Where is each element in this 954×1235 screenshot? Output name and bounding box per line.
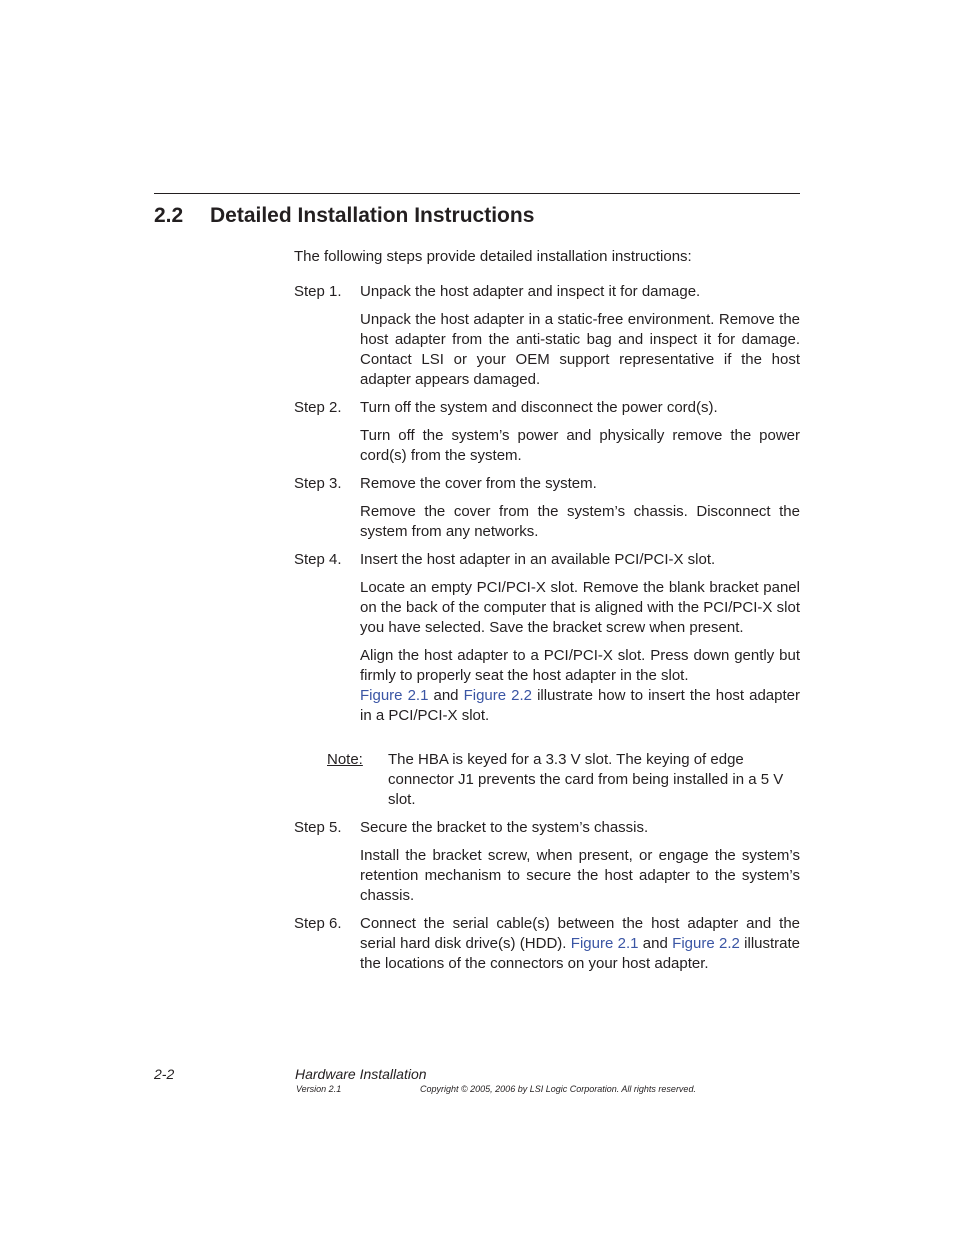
conjunction: and <box>433 687 459 704</box>
step-title: Insert the host adapter in an available PCI/PCI-X slot. <box>360 551 716 568</box>
step-label: Step 4. <box>294 551 342 568</box>
step-label: Step 2. <box>294 399 342 416</box>
step-label: Step 1. <box>294 283 342 300</box>
step-3 <box>294 474 800 542</box>
intro-paragraph: The following steps provide detailed installation instructions: <box>294 248 692 265</box>
document-body <box>294 247 800 982</box>
note-text: The HBA is keyed for a 3.3 V slot. The keying of edge connector J1 prevents the card from being installed in a 5 V slot. <box>388 751 784 808</box>
paragraph-text: illustrate how to insert the host adapter in a PCI/PCI-X slot. <box>360 687 800 724</box>
footer-version: Version 2.1 <box>296 1084 342 1094</box>
paragraph-text: Align the host adapter to a PCI/PCI-X slot. Press down gently but firmly to properly seat the host adapter in the slot. <box>360 647 800 684</box>
step-title: Unpack the host adapter and inspect it for damage. <box>360 283 701 300</box>
figure-2-2-link[interactable]: Figure 2.2 <box>672 935 740 952</box>
step-4 <box>294 550 800 726</box>
figure-2-2-link[interactable]: Figure 2.2 <box>463 687 532 704</box>
note-block <box>327 750 800 810</box>
section-heading <box>154 204 534 228</box>
section-number: 2.2 <box>154 204 184 227</box>
step-6 <box>294 914 800 974</box>
paragraph-text: illustrate the locations of the connectors on your host adapter. <box>360 935 801 972</box>
step-paragraph <box>360 646 800 726</box>
step-1 <box>294 282 800 390</box>
step-label: Step 3. <box>294 475 342 492</box>
figure-2-1-link[interactable]: Figure 2.1 <box>360 687 429 704</box>
step-paragraph: Unpack the host adapter in a static-free environment. Remove the host adapter from the anti-static bag and inspect it for damage. Contact LSI or your OEM support representative if the host adapter appears damaged. <box>360 311 800 388</box>
step-label: Step 6. <box>294 915 342 932</box>
section-top-rule <box>154 193 800 194</box>
step-title: Turn off the system and disconnect the power cord(s). <box>360 399 718 416</box>
step-paragraph: Install the bracket screw, when present, or engage the system’s retention mechanism to secure the host adapter to the system’s chassis. <box>360 847 800 904</box>
note-label: Note: <box>327 751 363 768</box>
footer-page-number: 2-2 <box>154 1066 175 1082</box>
step-5 <box>294 818 800 906</box>
footer-copyright: Copyright © 2005, 2006 by LSI Logic Corporation. All rights reserved. <box>420 1084 696 1094</box>
step-title: Secure the bracket to the system’s chassis. <box>360 819 649 836</box>
step-2 <box>294 398 800 466</box>
step-paragraph: Locate an empty PCI/PCI-X slot. Remove the blank bracket panel on the back of the computer that is aligned with the PCI/PCI-X slot you have selected. Save the bracket screw when present. <box>360 579 800 636</box>
step-paragraph: Turn off the system’s power and physically remove the power cord(s) from the system. <box>360 427 800 464</box>
step-paragraph: Remove the cover from the system’s chassis. Disconnect the system from any networks. <box>360 503 800 540</box>
paragraph-text: Connect the serial cable(s) between the host adapter and the serial hard disk drive(s) (HDD). <box>360 915 800 952</box>
step-title <box>360 914 800 974</box>
figure-2-1-link[interactable]: Figure 2.1 <box>570 935 639 952</box>
section-title: Detailed Installation Instructions <box>210 204 535 227</box>
conjunction: and <box>642 935 668 952</box>
step-title: Remove the cover from the system. <box>360 475 597 492</box>
step-label: Step 5. <box>294 819 342 836</box>
footer-chapter-title: Hardware Installation <box>295 1066 427 1082</box>
